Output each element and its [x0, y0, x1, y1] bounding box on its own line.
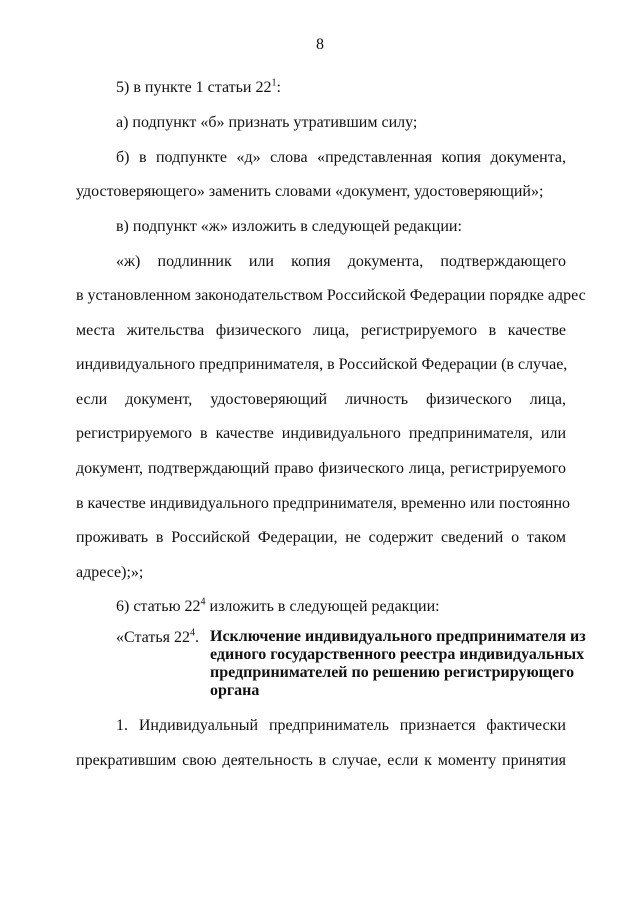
text: .	[194, 629, 199, 646]
text: 5) в пункте 1 статьи 22	[116, 79, 272, 96]
article-title-line4: органа	[210, 682, 260, 699]
quote-zh-line8: в качестве индивидуального предпринимателя, временно или постоянно	[76, 495, 570, 512]
page-number: 8	[316, 36, 324, 53]
article-title-line2: единого государственного реестра индивидуальных	[210, 646, 585, 663]
article-part1-line1: 1. Индивидуальный предприниматель признается фактически	[116, 717, 566, 734]
quote-zh-line5: если документ, удостоверяющий личность физического лица,	[76, 391, 566, 408]
quote-zh-line9: проживать в Российской Федерации, не содержит сведений о таком	[76, 529, 566, 546]
quote-zh-line10: адресе);»;	[76, 564, 144, 581]
paragraph-item-5	[116, 78, 566, 98]
superscript: 1	[271, 77, 277, 89]
superscript: 4	[189, 627, 195, 639]
text: «Статья 22	[116, 629, 190, 646]
article-title-line3: предпринимателей по решению регистрирующего	[210, 664, 575, 681]
subitem-a: а) подпункт «б» признать утратившим силу;	[116, 114, 418, 131]
subitem-v: в) подпункт «ж» изложить в следующей редакции:	[116, 218, 462, 235]
quote-zh-line7: документ, подтверждающий право физического лица, регистрируемого	[76, 460, 566, 477]
article-title-line1: Исключение индивидуального предпринимателя из	[210, 628, 586, 645]
quote-zh-line1: «ж) подлинник или копия документа, подтверждающего	[116, 253, 566, 270]
subitem-b-line2: удостоверяющего» заменить словами «документ, удостоверяющий»;	[76, 183, 544, 200]
quote-zh-line4: индивидуального предпринимателя, в Российской Федерации (в случае,	[76, 356, 568, 373]
quote-zh-line6: регистрируемого в качестве индивидуального предпринимателя, или	[76, 425, 566, 442]
quote-zh-line2: в установленном законодательством Российской Федерации порядке адрес	[76, 287, 586, 304]
superscript: 4	[200, 596, 206, 608]
article-part1-line2: прекратившим свою деятельность в случае, если к моменту принятия	[76, 752, 566, 769]
article-title	[210, 628, 586, 700]
paragraph-item-6	[116, 597, 566, 617]
text: 6) статью 22	[116, 598, 201, 615]
text: :	[276, 79, 281, 96]
subitem-b-line1: б) в подпункте «д» слова «представленная копия документа,	[116, 149, 566, 166]
article-label	[116, 628, 199, 648]
quote-zh-line3: места жительства физического лица, регистрируемого в качестве	[76, 322, 566, 339]
text: изложить в следующей редакции:	[205, 598, 440, 615]
